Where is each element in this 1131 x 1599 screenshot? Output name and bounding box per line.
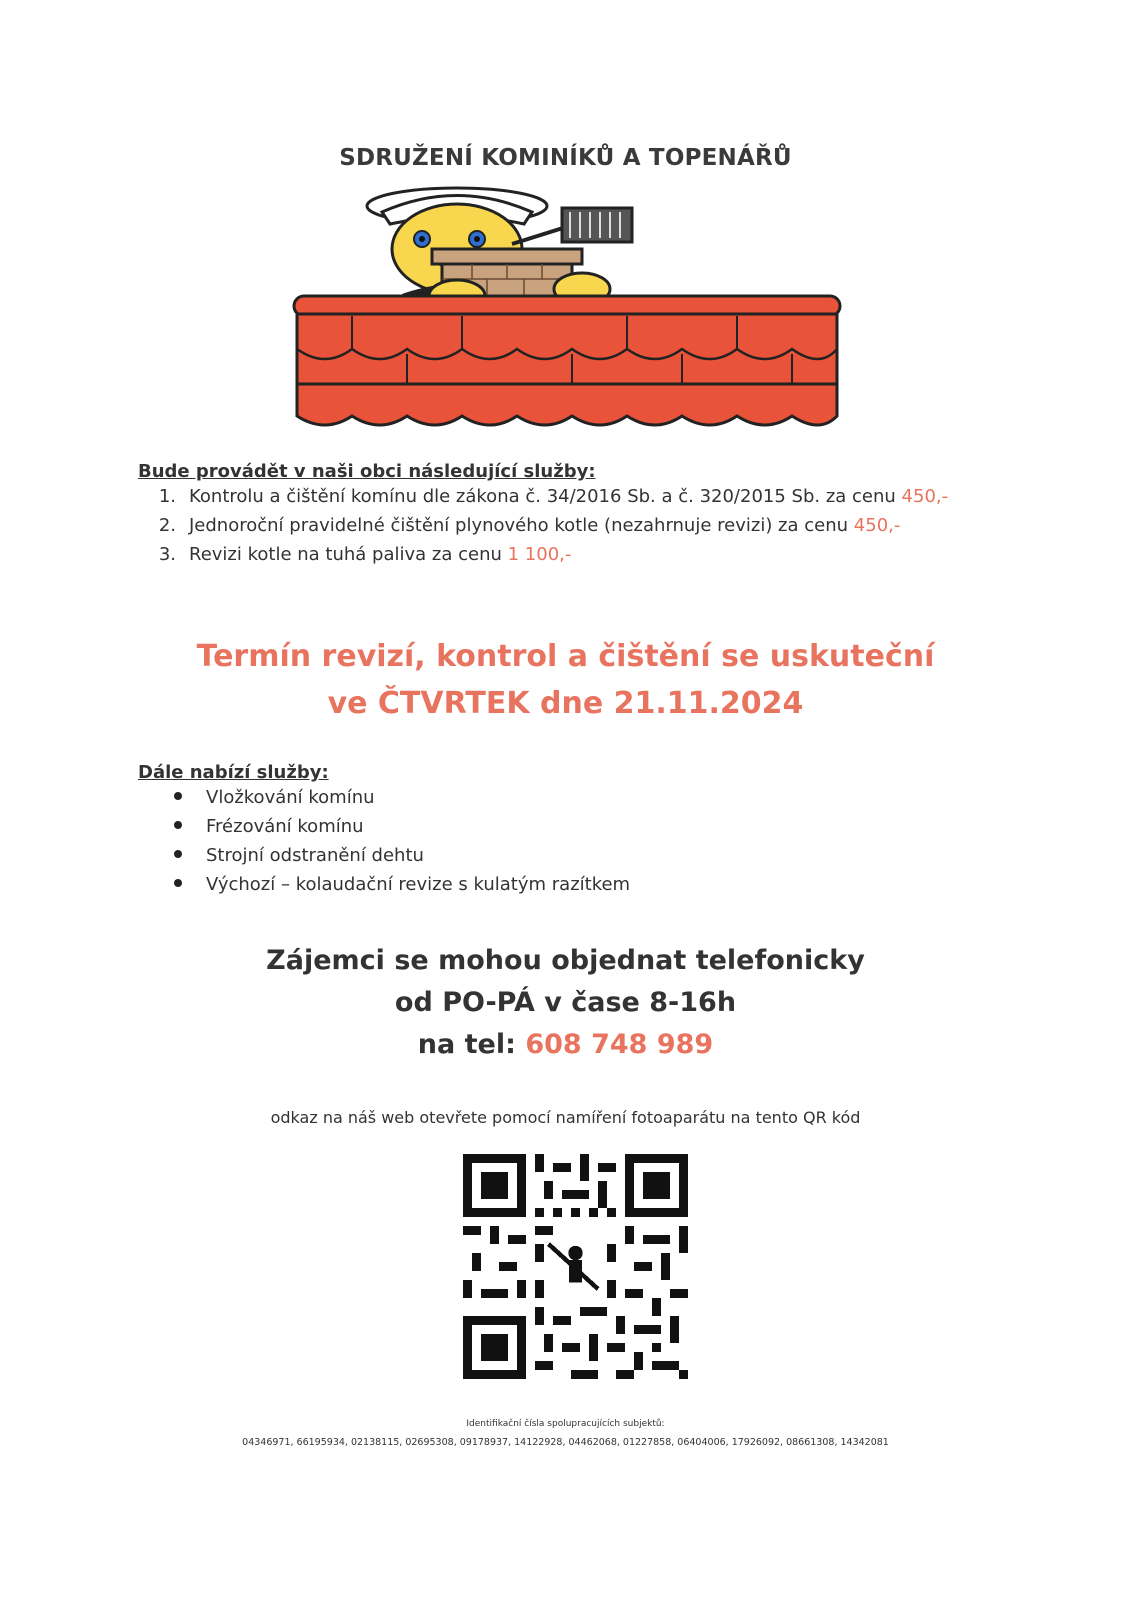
page-title: SDRUŽENÍ KOMINÍKŮ A TOPENÁŘŮ [339, 145, 792, 171]
ids-heading: Identifikační čísla spolupracujících subjektů: [466, 1419, 665, 1429]
services-section [138, 461, 948, 569]
list-item: Strojní odstranění dehtu [138, 841, 630, 870]
bullet-icon [174, 792, 182, 800]
qr-caption: odkaz na náš web otevřete pomocí namíření fotoaparátu na tento QR kód [270, 1108, 861, 1127]
price: 450,- [853, 515, 901, 536]
bullet-icon [174, 850, 182, 858]
services-list [138, 482, 948, 569]
list-item: Frézování komínu [138, 812, 630, 841]
phone-number[interactable]: 608 748 989 [525, 1029, 714, 1060]
list-item: Výchozí – kolaudační revize s kulatým razítkem [138, 870, 630, 899]
term-line-1: Termín revizí, kontrol a čištění se uskuteční [196, 639, 935, 674]
chimney-sweep-illustration [292, 184, 858, 439]
list-item: 3. Revizi kotle na tuhá paliva za cenu 1 100,- [158, 544, 572, 565]
qr-code-icon[interactable] [463, 1154, 688, 1379]
price: 1 100,- [507, 544, 572, 565]
contact-line-2: od PO-PÁ v čase 8-16h [394, 987, 737, 1018]
term-announcement [0, 633, 1131, 727]
ids-list: 04346971, 66195934, 02138115, 02695308, 09178937, 14122928, 04462068, 01227858, 06404006, 17926092, 08661308, 14342081 [242, 1437, 889, 1448]
list-item: 2. Jednoroční pravidelné čištění plynového kotle (nezahrnuje revizi) za cenu 450,- [158, 515, 901, 536]
bullet-icon [174, 821, 182, 829]
contact-block [0, 940, 1131, 1066]
bullet-icon [174, 879, 182, 887]
list-item: 1. Kontrolu a čištění komínu dle zákona č. 34/2016 Sb. a č. 320/2015 Sb. za cenu 450,- [158, 486, 949, 507]
more-services-section [138, 762, 630, 899]
list-item: Vložkování komínu [138, 783, 630, 812]
term-line-2: ve ČTVRTEK dne 21.11.2024 [327, 686, 804, 721]
services-heading: Bude provádět v naši obci následující služby: [138, 461, 596, 482]
contact-phone-line: na tel: 608 748 989 [417, 1029, 714, 1060]
more-services-list [138, 783, 630, 899]
contact-line-1: Zájemci se mohou objednat telefonicky [266, 945, 865, 976]
more-services-heading: Dále nabízí služby: [138, 762, 329, 783]
price: 450,- [901, 486, 949, 507]
